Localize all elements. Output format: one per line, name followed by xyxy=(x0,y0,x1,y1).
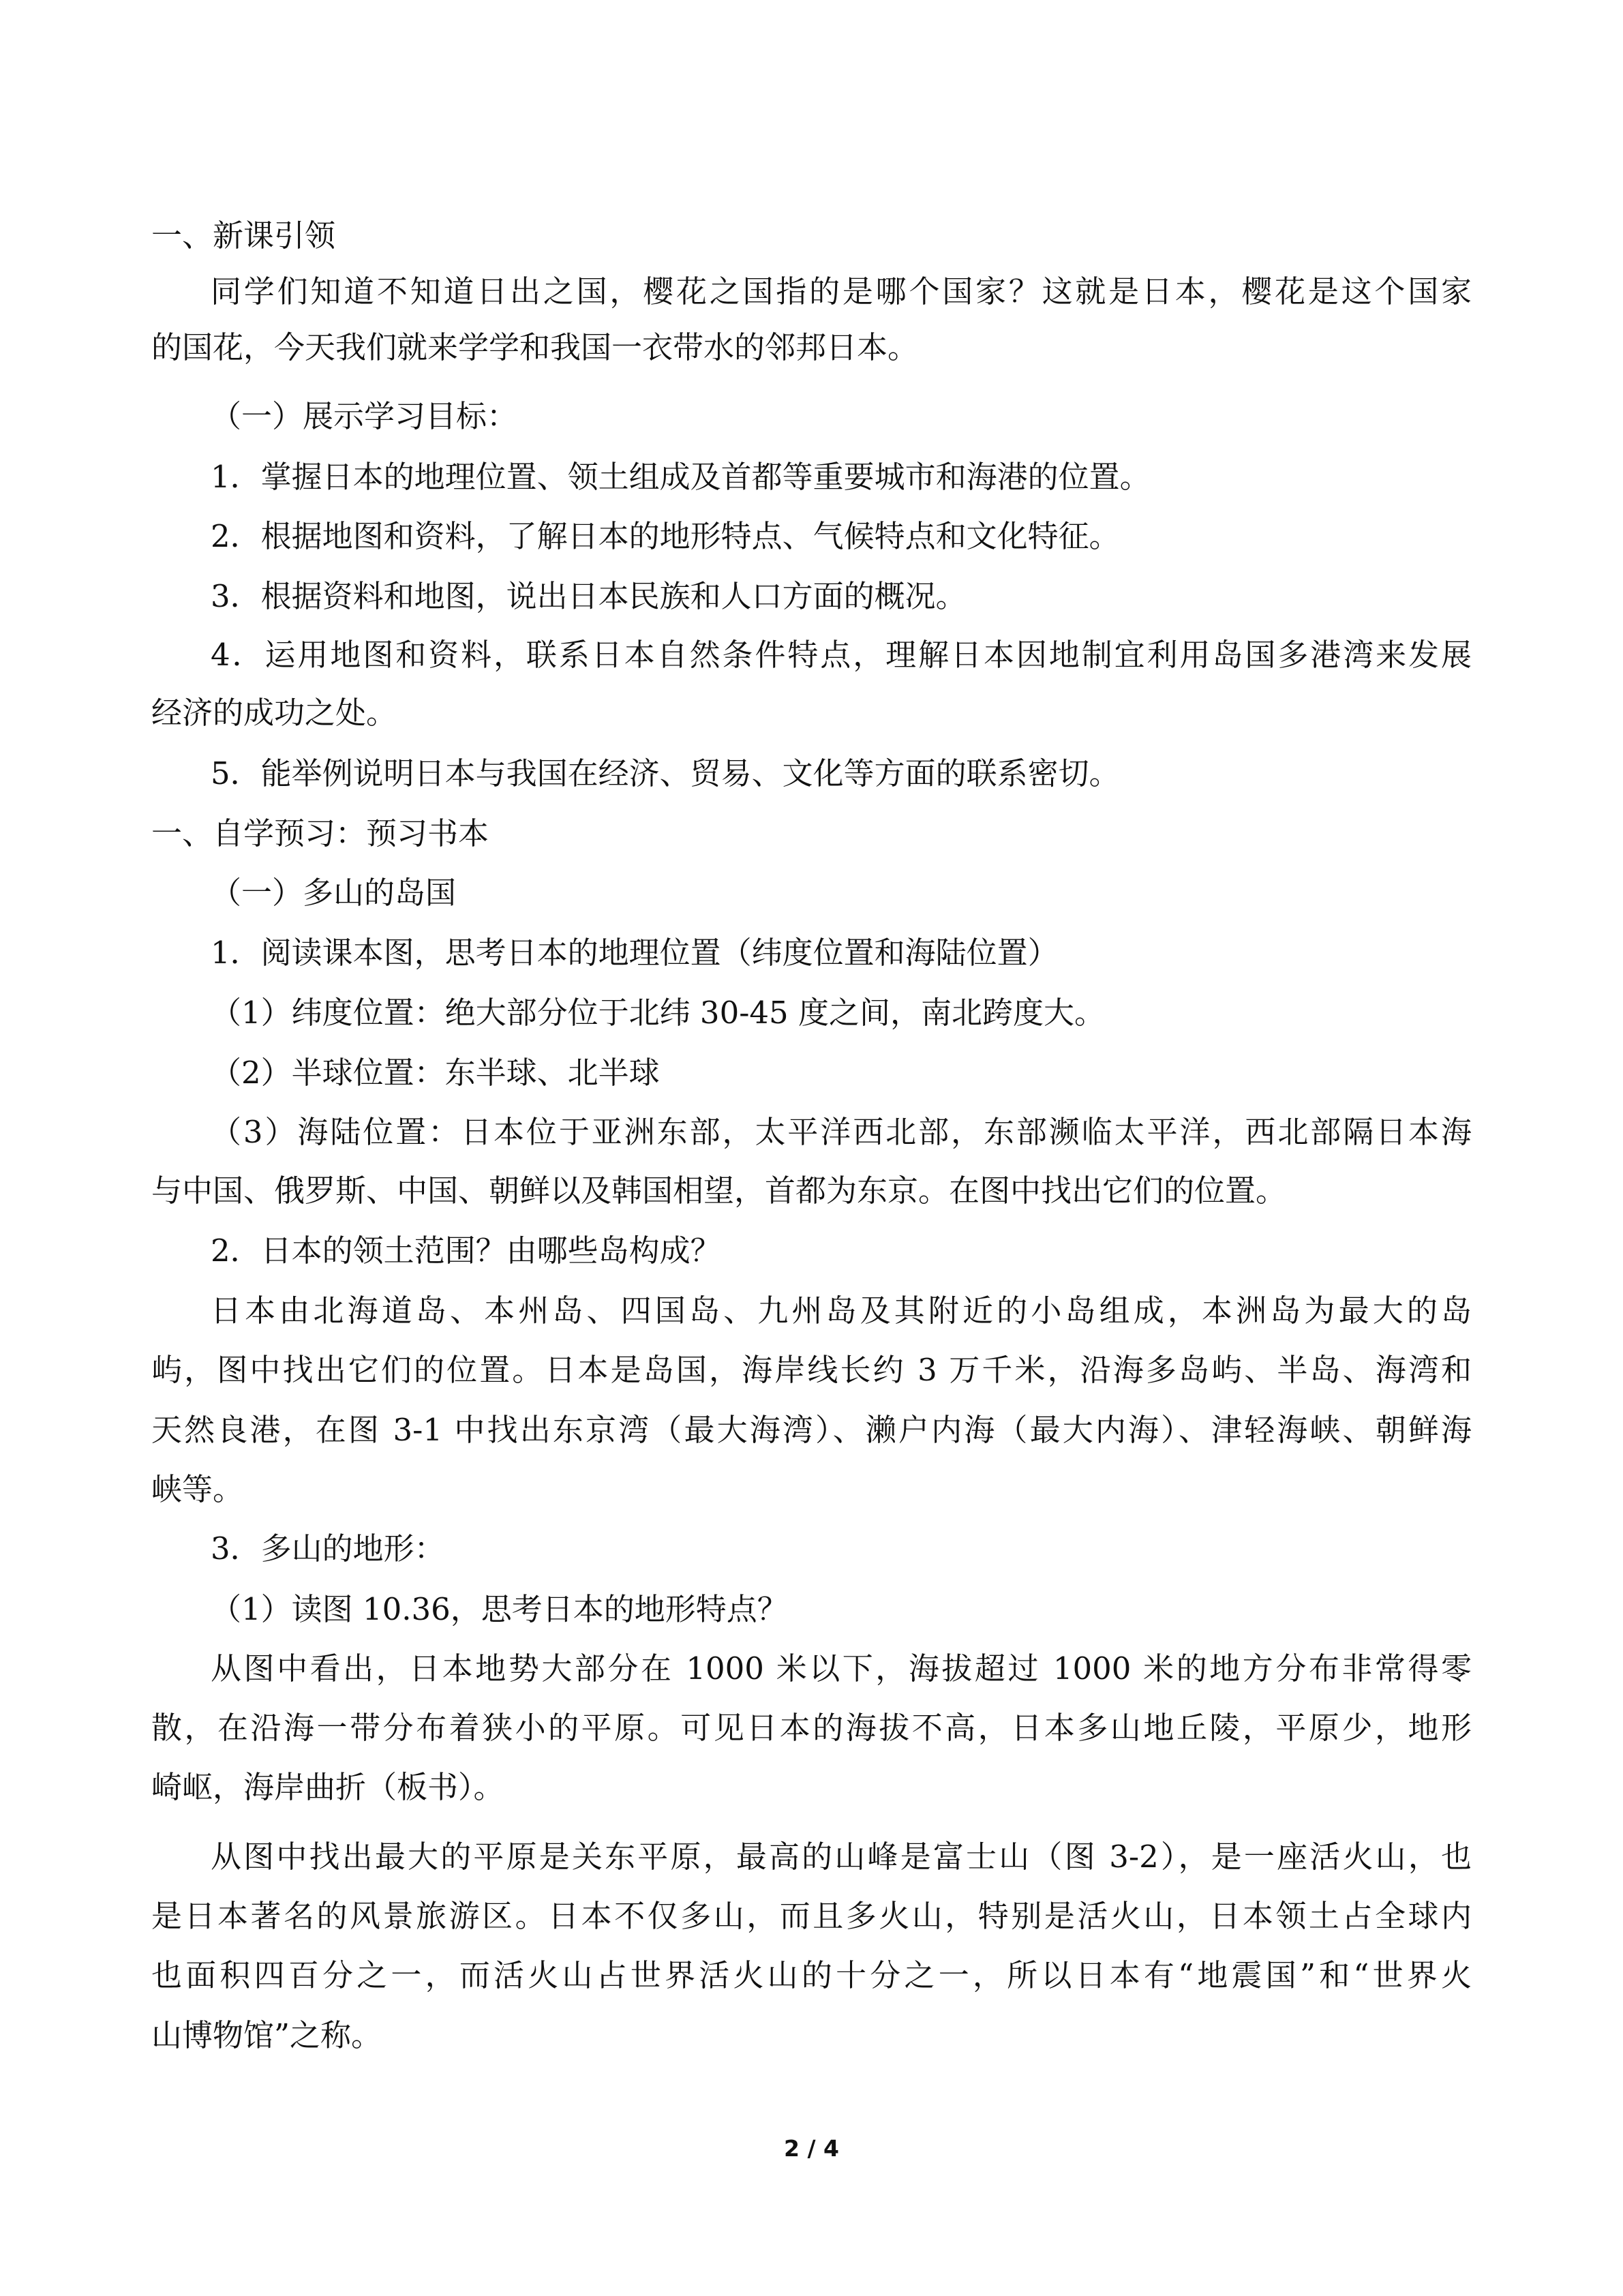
subsection-heading: （一）展示学习目标： xyxy=(211,398,518,434)
body-paragraph-line: 山博物馆”之称。 xyxy=(151,2017,382,2053)
body-paragraph-line: 从图中找出最大的平原是关东平原，最高的山峰是富士山（图 3-2），是一座活火山，也 xyxy=(211,1839,1472,1875)
body-paragraph-line: 日本由北海道岛、本州岛、四国岛、九州岛及其附近的小岛组成，本洲岛为最大的岛 xyxy=(211,1293,1472,1329)
intro-paragraph-line: 同学们知道不知道日出之国，樱花之国指的是哪个国家？这就是日本，樱花是这个国家 xyxy=(211,273,1472,309)
intro-paragraph-line: 的国花，今天我们就来学学和我国一衣带水的邻邦日本。 xyxy=(151,329,919,365)
answer-item: （2）半球位置：东半球、北半球 xyxy=(211,1055,660,1091)
section-heading: 一、新课引领 xyxy=(151,217,336,254)
objective-item: 5．能举例说明日本与我国在经济、贸易、文化等方面的联系密切。 xyxy=(211,755,1120,791)
question-item: 1．阅读课本图，思考日本的地理位置（纬度位置和海陆位置） xyxy=(211,935,1059,971)
objective-item-continued: 经济的成功之处。 xyxy=(151,695,397,731)
body-paragraph-line: 天然良港，在图 3-1 中找出东京湾（最大海湾）、濑户内海（最大内海）、津轻海峡、朝鲜海 xyxy=(151,1412,1472,1448)
body-paragraph-line: 也面积四百分之一，而活火山占世界活火山的十分之一，所以日本有“地震国”和“世界火 xyxy=(151,1957,1472,1993)
objective-item: 2．根据地图和资料，了解日本的地形特点、气候特点和文化特征。 xyxy=(211,518,1120,554)
objective-item: 4．运用地图和资料，联系日本自然条件特点，理解日本因地制宜利用岛国多港湾来发展 xyxy=(211,637,1472,673)
question-item: 3．多山的地形： xyxy=(211,1530,445,1567)
body-paragraph-line: 峡等。 xyxy=(151,1471,244,1507)
answer-item-continued: 与中国、俄罗斯、中国、朝鲜以及韩国相望，首都为东京。在图中找出它们的位置。 xyxy=(151,1173,1287,1209)
answer-item: （1）纬度位置：绝大部分位于北纬 30-45 度之间，南北跨度大。 xyxy=(211,995,1105,1031)
body-paragraph-line: 崎岖，海岸曲折（板书）。 xyxy=(151,1769,504,1805)
question-item: （1）读图 10.36，思考日本的地形特点？ xyxy=(211,1591,788,1627)
subsection-heading: （一）多山的岛国 xyxy=(211,875,457,911)
body-paragraph-line: 屿，图中找出它们的位置。日本是岛国，海岸线长约 3 万千米，沿海多岛屿、半岛、海湾和 xyxy=(151,1352,1472,1388)
objective-item: 3．根据资料和地图，说出日本民族和人口方面的概况。 xyxy=(211,578,967,614)
question-item: 2．日本的领土范围？由哪些岛构成？ xyxy=(211,1233,721,1269)
page-number: 2 / 4 xyxy=(784,2135,839,2162)
body-paragraph-line: 从图中看出，日本地势大部分在 1000 米以下，海拔超过 1000 米的地方分布非常得零 xyxy=(211,1650,1472,1687)
answer-item: （3）海陆位置：日本位于亚洲东部，太平洋西北部，东部濒临太平洋，西北部隔日本海 xyxy=(211,1114,1472,1150)
body-paragraph-line: 是日本著名的风景旅游区。日本不仅多山，而且多火山，特别是活火山，日本领土占全球内 xyxy=(151,1898,1472,1934)
objective-item: 1．掌握日本的地理位置、领土组成及首都等重要城市和海港的位置。 xyxy=(211,459,1151,495)
body-paragraph-line: 散，在沿海一带分布着狭小的平原。可见日本的海拔不高，日本多山地丘陵，平原少，地形 xyxy=(151,1710,1472,1746)
section-heading: 一、自学预习：预习书本 xyxy=(151,815,489,851)
